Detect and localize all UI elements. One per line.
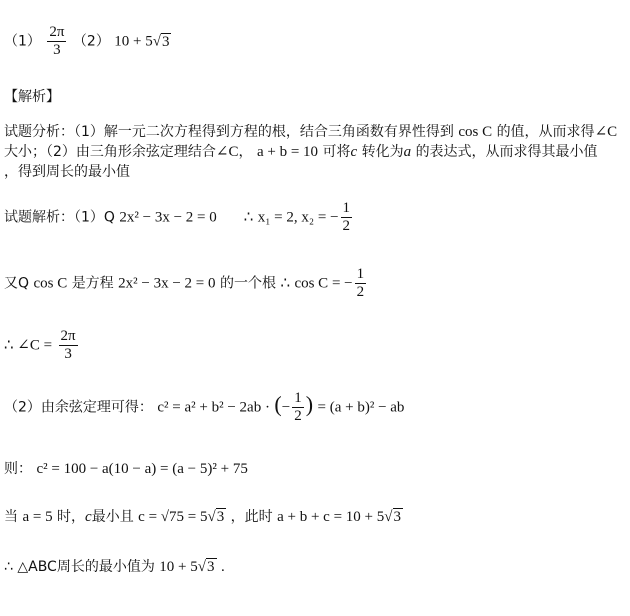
solution-step-5 [4,458,248,478]
solution-math: ) [305,391,314,417]
analysis-text: 可将 [322,144,351,160]
solution-step-3 [4,328,80,363]
solution-text: ∴ △ABC周长的最小值为 [4,559,155,575]
solution-math: − [281,399,291,416]
answer-part2-label: （2） [72,33,110,50]
answer-part1-label: （1） [4,33,41,50]
fraction-numerator: 2π [49,24,65,40]
solution-math: x₁ = 2, x₂ = − [257,209,339,226]
solution-math: . [220,559,225,575]
therefore-symbol: ∴ [243,209,254,226]
solution-text: 的一个根 [219,275,276,292]
solution-text: （2）由余弦定理可得： [4,399,153,416]
answer-part2-value: 10 + 5 [114,33,153,50]
analysis-heading: 【解析】 [4,89,60,105]
solution-text: 当 [4,509,18,525]
radicand: 3 [216,509,225,525]
analysis-math: c [350,144,358,160]
solution-math: ( [274,391,282,417]
analysis-text: 大小；（2）由三角形余弦定理结合 [4,144,216,160]
analysis-math: cos C [458,124,493,140]
fraction-denominator: 2 [342,218,351,234]
solution-math: c² = 100 − a(10 − a) = (a − 5)² + 75 [36,461,248,477]
solution-math: a + b + c = 10 + 5 [277,509,385,525]
analysis-math: a + b = 10 [256,144,319,160]
solution-math: cos C [33,275,68,292]
analysis-text: ，得到周长的最小值 [4,164,130,180]
solution-math: 2x² − 3x − 2 = 0 [118,275,216,292]
solution-fraction [355,266,367,301]
analysis-text: 的值，从而求得 [496,124,595,140]
solution-step-7: ∴ △ABC周长的最小值为 10 + 5√3 . [4,559,225,575]
solution-math: 2x² − 3x − 2 = 0 [119,209,217,226]
answer-part2-radicand: 3 [161,33,170,50]
answer-line: （1） $\frac{2\pi}{3}$ （2） 10 + 5√3 [4,24,170,58]
solution-step-2 [4,266,368,301]
answer-part1-fraction [47,24,66,59]
solution-fraction [59,328,78,363]
solution-math: a = 5 [22,509,53,525]
solution-text: 则： [4,461,32,477]
fraction-numerator: 1 [294,390,302,406]
solution-math: 10 + 5 [159,559,198,575]
analysis-text: 试题分析：（1）解一元二次方程得到方程的根，结合三角函数有界性得到 [4,124,454,140]
solution-text: 试题解析：（1）Q [4,209,115,226]
solution-math: = (a + b)² − ab [317,399,405,416]
analysis-math: ∠C [215,144,239,160]
solution-text: ，此时 [230,509,273,525]
fraction-numerator: 2π [60,328,76,344]
fraction-denominator: 2 [356,284,365,300]
solution-text: 最小且 [91,509,134,525]
fraction-denominator: 3 [64,346,72,362]
radicand: 3 [393,509,401,525]
solution-text: 时， [57,509,86,525]
analysis-text: 的表达式，从而求得其最小值 [415,144,598,160]
analysis-paragraph: 试题分析：（1）解一元二次方程得到方程的根，结合三角函数有界性得到 cos C 的值，从而求得∠C 大小；（2）由三角形余弦定理结合∠C， a + b = 10 可将c 转化为a 的表达式，从而求得其最小值 ，得到周长的最小值 [4,124,618,180]
fraction-numerator: 1 [356,266,365,282]
radicand: 3 [207,559,215,575]
solution-math: ∴ ∠C = [4,337,53,354]
solution-text: 是方程 [71,275,114,292]
fraction-numerator: 1 [342,200,351,216]
fraction-denominator: 3 [53,42,61,58]
solution-math: cos C = − [294,275,353,292]
solution-step-6: 当 a = 5 时，c最小且 c = √75 = 5√3 ，此时 a + b + c = 10 + 5√3 [4,509,401,525]
solution-fraction [341,200,353,235]
solution-step-4 [4,390,404,425]
analysis-math: ∠C [594,124,618,140]
solution-fraction [292,390,304,425]
analysis-math: a [403,144,412,160]
solution-text: 又Q [4,275,30,292]
solution-math: c = √75 = 5 [138,509,208,525]
solution-math: c² = a² + b² − 2ab · [157,399,270,416]
therefore-symbol: ∴ [280,275,290,292]
analysis-text: 转化为 [361,144,404,160]
fraction-denominator: 2 [294,408,302,424]
solution-step-1 [4,200,354,235]
solution-math: c [85,509,92,525]
